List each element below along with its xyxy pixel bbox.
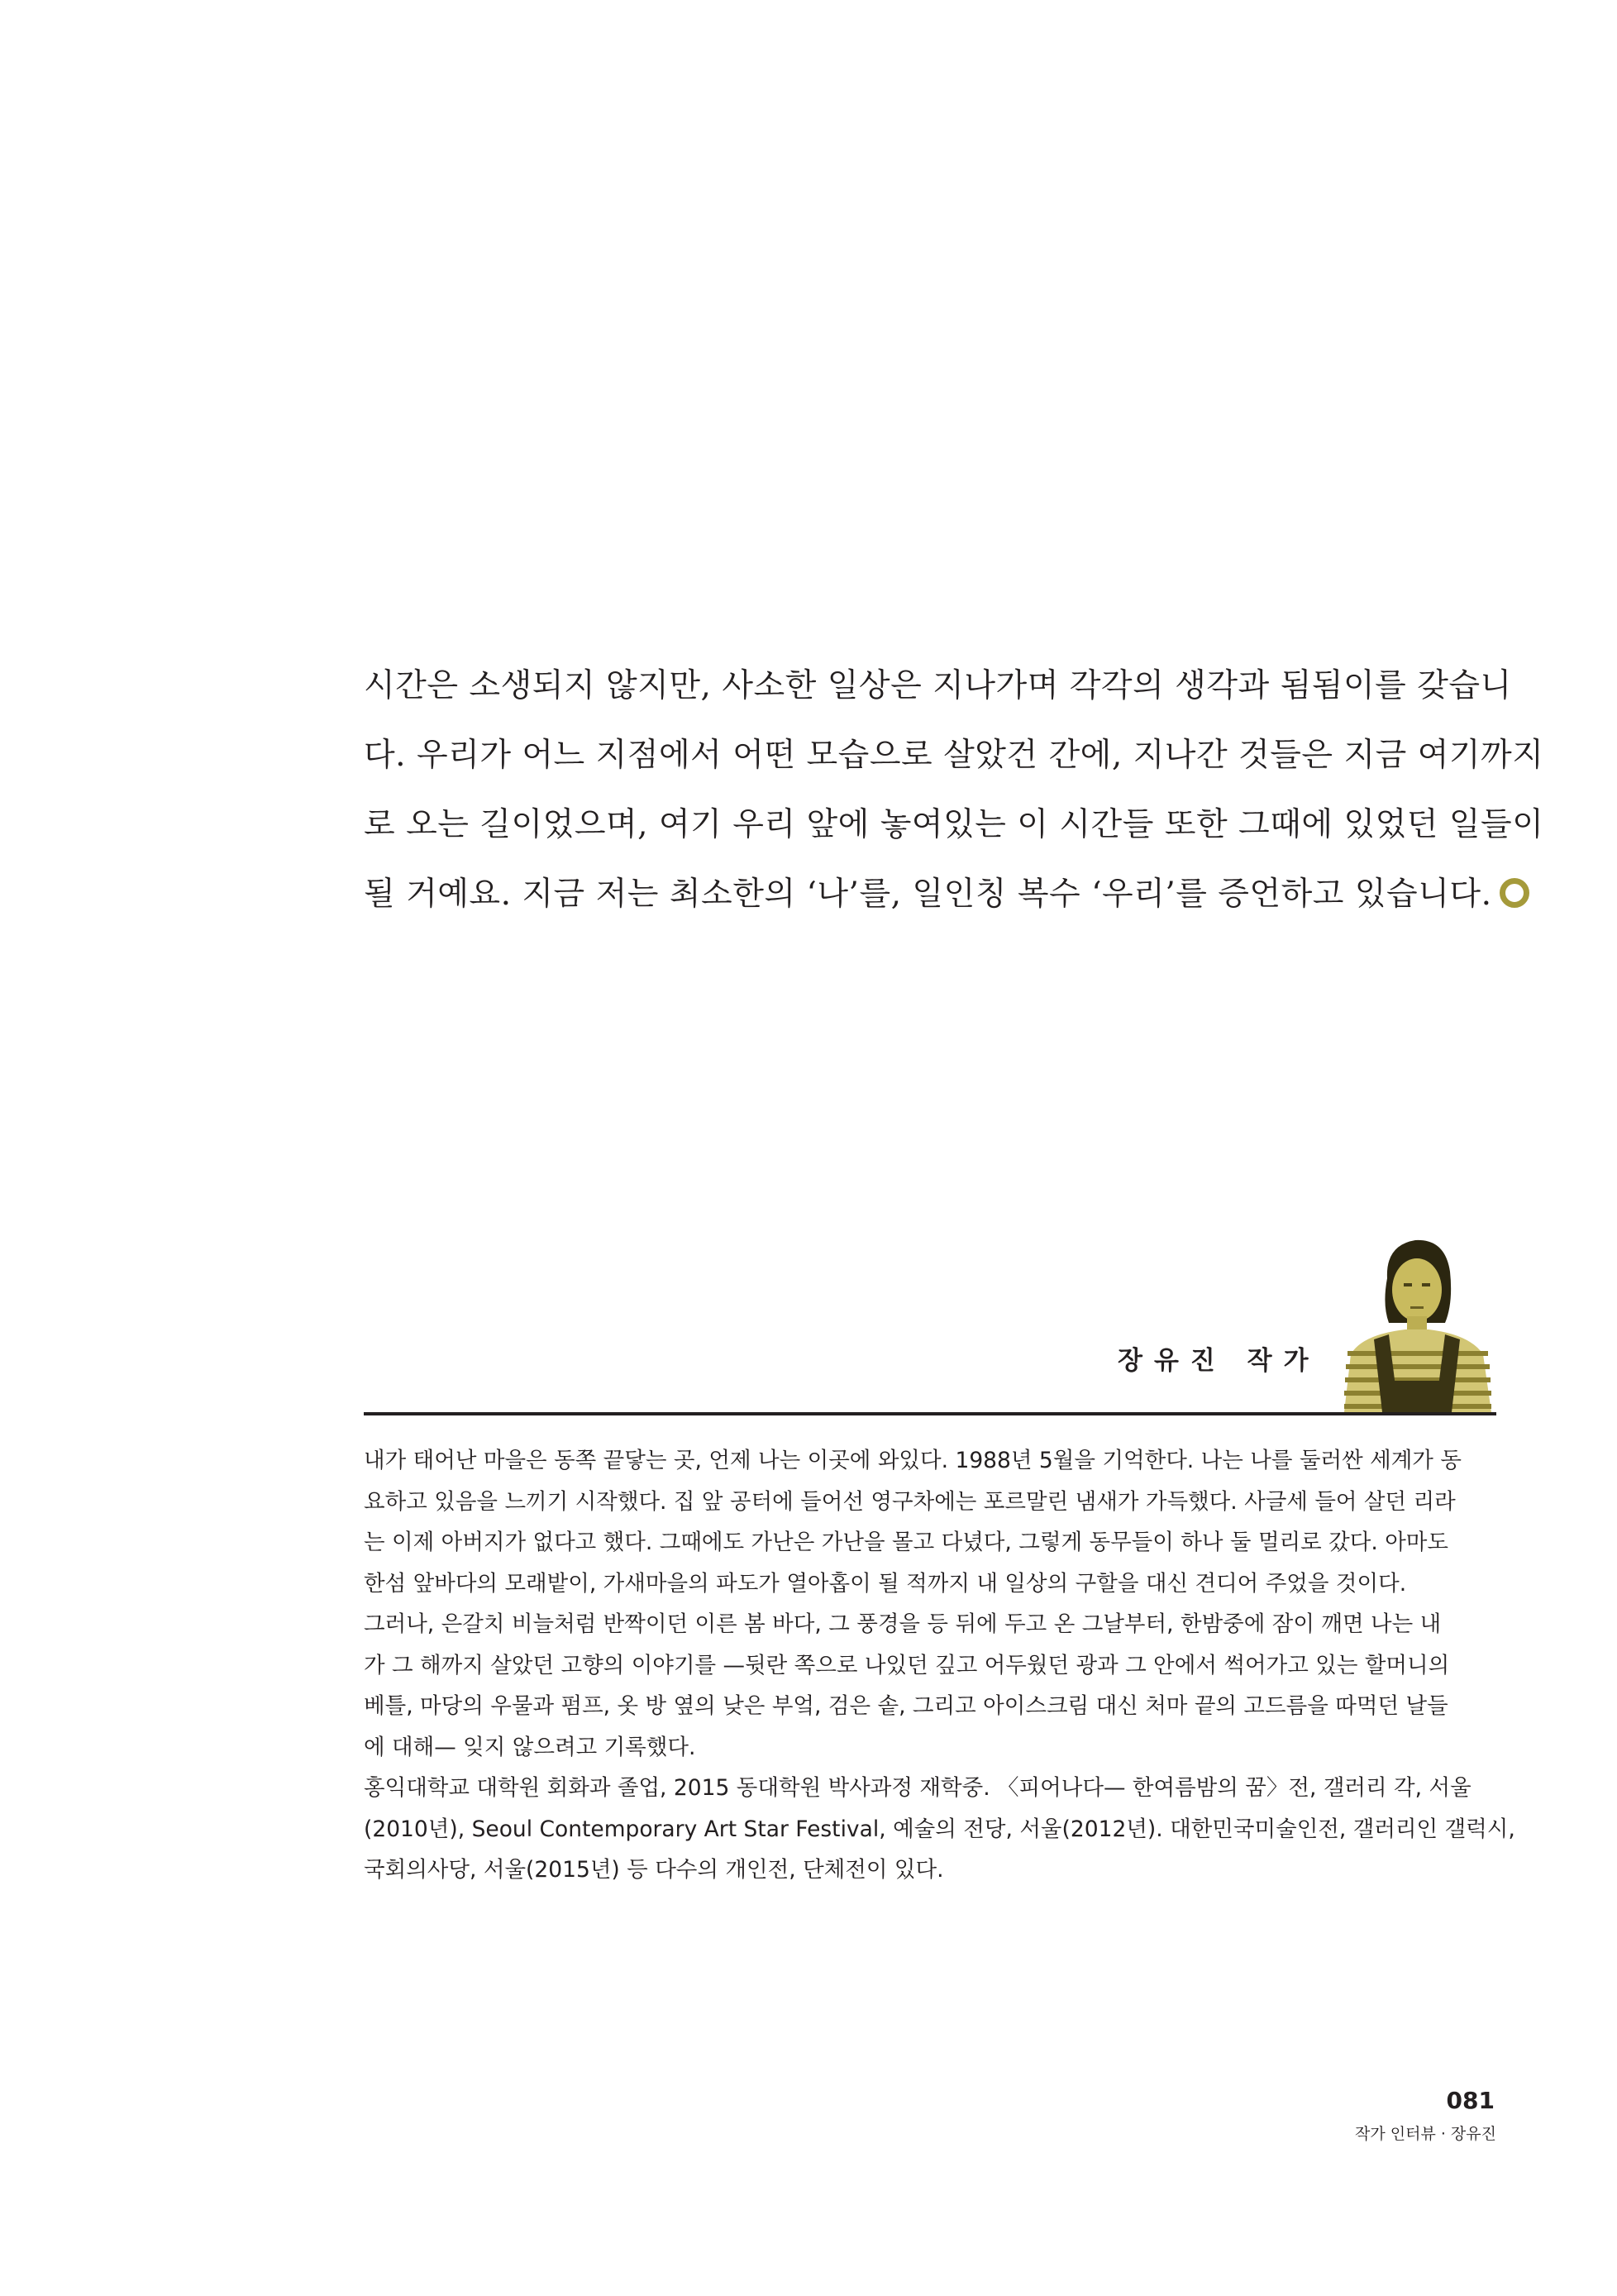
bio-line: 내가 태어난 마을은 동쪽 끝닿는 곳, 언제 나는 이곳에 와있다. 1988년 5월을 기억한다. 나는 나를 둘러싼 세계가 동 [364, 1448, 1462, 1473]
author-bio [364, 1440, 1515, 1891]
pull-quote [364, 652, 1544, 929]
quote-line-text: 될 거예요. 지금 저는 최소한의 ‘나’를, 일인칭 복수 ‘우리’를 증언하고 있습니다. [364, 876, 1492, 913]
quote-line: 로 오는 길이었으며, 여기 우리 앞에 놓여있는 이 시간들 또한 그때에 있었던 일들이 [364, 806, 1544, 843]
author-portrait-image [1329, 1230, 1500, 1412]
bio-line: 가 그 해까지 살았던 고향의 이야기를 —뒷란 쪽으로 나있던 깊고 어두웠던 광과 그 안에서 썩어가고 있는 할머니의 [364, 1652, 1450, 1678]
bio-line: 한섬 앞바다의 모래밭이, 가새마을의 파도가 열아홉이 될 적까지 내 일상의 구할을 대신 견디어 주었을 것이다. [364, 1570, 1407, 1597]
bio-line: 홍익대학교 대학원 회화과 졸업, 2015 동대학원 박사과정 재학중. 〈피어나다— 한여름밤의 꿈〉전, 갤러리 각, 서울 [364, 1775, 1472, 1801]
author-photo [1329, 1230, 1500, 1412]
bio-line: 그러나, 은갈치 비늘처럼 반짝이던 이른 봄 바다, 그 풍경을 등 뒤에 두고 온 그날부터, 한밤중에 잠이 깨면 나는 내 [364, 1611, 1442, 1637]
bio-line: 요하고 있음을 느끼기 시작했다. 집 앞 공터에 들어선 영구차에는 포르말린 냄새가 가득했다. 사글세 들어 살던 리라 [364, 1488, 1456, 1515]
quote-line: 시간은 소생되지 않지만, 사소한 일상은 지나가며 각각의 생각과 됨됨이를 갖습니 [364, 667, 1512, 704]
quote-line: 다. 우리가 어느 지점에서 어떤 모습으로 살았건 간에, 지나간 것들은 지금 여기까지 [364, 737, 1544, 774]
bio-line: (2010년), Seoul Contemporary Art Star Festival, 예술의 전당, 서울(2012년). 대한민국미술인전, 갤러리인 갤럭시, [364, 1816, 1515, 1842]
end-mark-icon [1500, 878, 1529, 908]
bio-line: 국회의사당, 서울(2015년) 등 다수의 개인전, 단체전이 있다. [364, 1857, 944, 1883]
quote-line [364, 860, 1496, 929]
bio-line: 에 대해— 잊지 않으려고 기록했다. [364, 1734, 696, 1760]
author-name: 장유진 작가 [1118, 1346, 1320, 1376]
running-footer: 작가 인터뷰 · 장유진 [1355, 2125, 1496, 2143]
page-number: 081 [1446, 2087, 1495, 2114]
author-divider [364, 1412, 1496, 1415]
bio-line: 베틀, 마당의 우물과 펌프, 옷 방 옆의 낮은 부엌, 검은 솥, 그리고 아이스크림 대신 처마 끝의 고드름을 따먹던 날들 [364, 1693, 1448, 1719]
bio-line: 는 이제 아버지가 없다고 했다. 그때에도 가난은 가난을 몰고 다녔다, 그렇게 동무들이 하나 둘 멀리로 갔다. 아마도 [364, 1530, 1449, 1555]
